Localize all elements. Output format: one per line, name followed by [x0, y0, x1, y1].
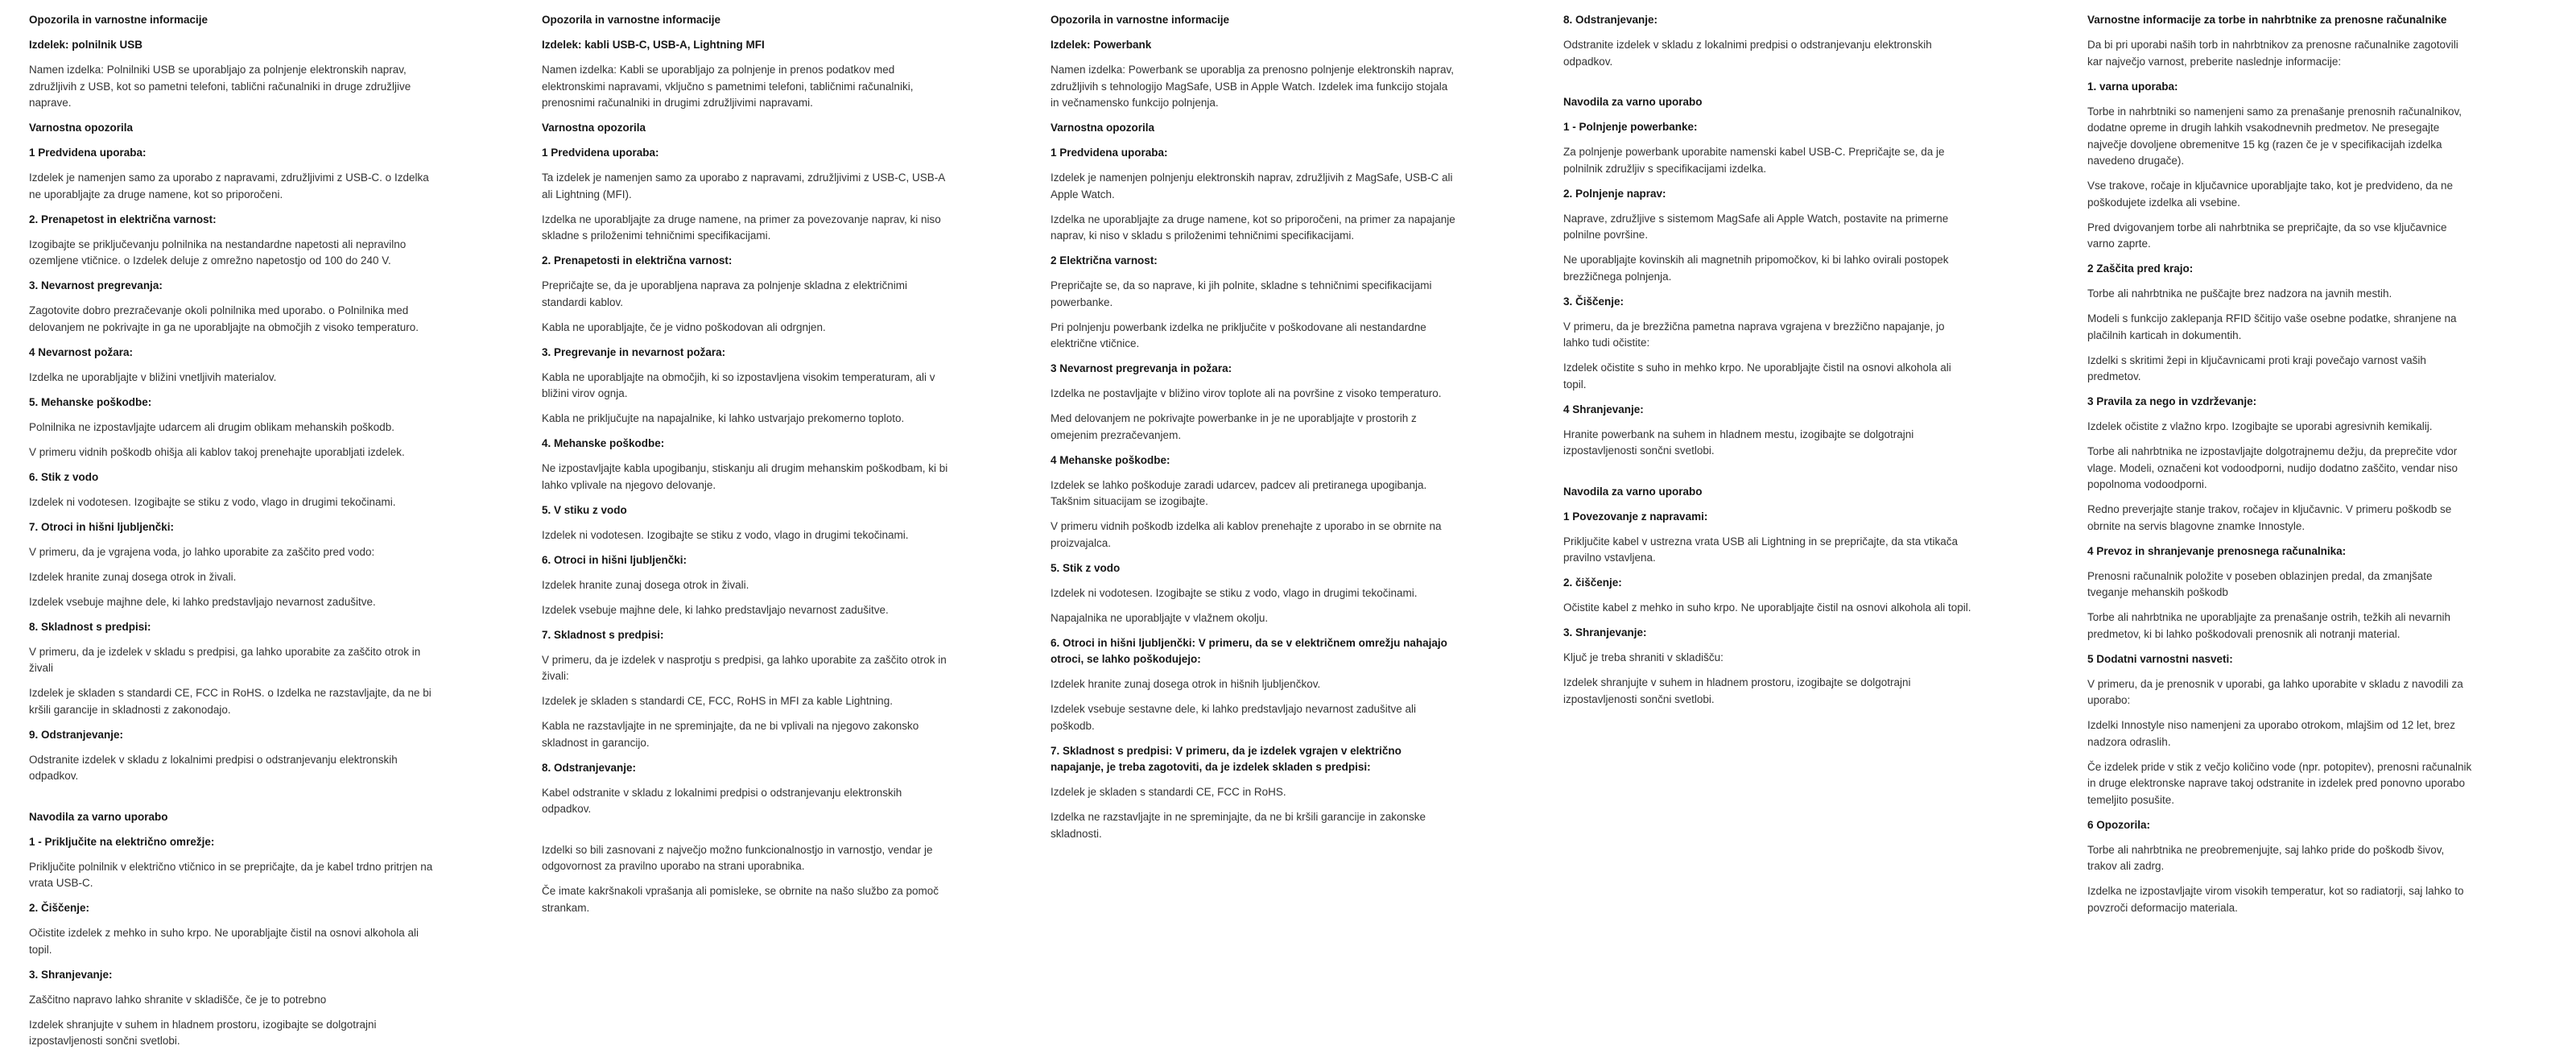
- section-heading: Varnostna opozorila: [29, 122, 134, 134]
- paragraph: Namen izdelka: Polnilniki USB se uporabljajo za polnjenje elektronskih naprav, združljivih z USB, kot so pametni telefoni, tablični računalniki in druge združljive naprave.: [29, 64, 411, 109]
- paragraph: Izdelek ni vodotesen. Izogibajte se stiku z vodo, vlago in drugimi tekočinami.: [29, 495, 396, 508]
- section-heading: 1 Povezovanje z napravami:: [1563, 510, 1708, 523]
- section-heading: 6. Otroci in hišni ljubljenčki: V primeru, da se v električnem omrežju nahajajo otroci, se lahko poškodujejo:: [1051, 636, 1447, 665]
- paragraph: Torbe ali nahrbtnika ne preobremenjujte, saj lahko pride do poškodb šivov, trakov ali zadrg.: [2087, 843, 2445, 872]
- paragraph: Namen izdelka: Kabli se uporabljajo za polnjenje in prenos podatkov med elektronskimi napravami, vključno s pametnimi telefoni, tabličnimi računalniki, prenosnimi računalniki in drugimi združljivimi napravami.: [542, 64, 914, 109]
- paragraph: Prepričajte se, da je uporabljena naprava za polnjenje skladna z električnimi standardi kablov.: [542, 279, 908, 308]
- section-heading: 6. Otroci in hišni ljubljenčki:: [542, 553, 687, 566]
- paragraph: Priključite polnilnik v električno vtičnico in se prepričajte, da je kabel trdno pritrjen na vrata USB-C.: [29, 860, 433, 889]
- section-heading: 3. Nevarnost pregrevanja:: [29, 279, 163, 291]
- section-heading: Izdelek: kabli USB-C, USB-A, Lightning MFI: [542, 39, 765, 51]
- section-heading: 5. V stiku z vodo: [542, 503, 627, 516]
- section-heading: 3. Pregrevanje in nevarnost požara:: [542, 345, 726, 358]
- paragraph: Izdelek vsebuje majhne dele, ki lahko predstavljajo nevarnost zadušitve.: [542, 603, 889, 616]
- section-heading: 7. Skladnost s predpisi:: [542, 628, 664, 641]
- section-heading: 4 Mehanske poškodbe:: [1051, 453, 1170, 466]
- paragraph: Torbe ali nahrbtnika ne puščajte brez nadzora na javnih mestih.: [2087, 287, 2392, 300]
- paragraph: Izdelka ne uporabljajte za druge namene, na primer za povezovanje naprav, ki niso skladne s priloženimi tehničnimi specifikacijami.: [542, 213, 941, 242]
- section-heading: 3 Nevarnost pregrevanja in požara:: [1051, 362, 1232, 374]
- paragraph: Prenosni računalnik položite v poseben oblazinjen predal, da zmanjšate tveganje mehanskih poškodb: [2087, 569, 2433, 598]
- paragraph: Modeli s funkcijo zaklepanja RFID ščitijo vaše osebne podatke, shranjene na plačilnih karticah in dokumentih.: [2087, 312, 2457, 341]
- section-heading: 3. Shranjevanje:: [29, 968, 113, 981]
- section-heading: 9. Odstranjevanje:: [29, 728, 124, 741]
- paragraph: V primeru, da je izdelek v nasprotju s predpisi, ga lahko uporabite za zaščito otrok in živali:: [542, 653, 947, 682]
- paragraph: Izdelka ne izpostavljajte virom visokih temperatur, kot so radiatorji, saj lahko to povzroči deformacijo materiala.: [2087, 885, 2464, 914]
- section-heading: 4. Mehanske poškodbe:: [542, 437, 665, 449]
- paragraph: Ključ je treba shraniti v skladišču:: [1563, 651, 1724, 663]
- section-heading: 2. Polnjenje naprav:: [1563, 187, 1666, 200]
- section-heading: 1 - Polnjenje powerbanke:: [1563, 121, 1698, 133]
- column-powerbank-continued: [1563, 12, 1972, 717]
- paragraph: Če izdelek pride v stik z večjo količino vode (npr. potopitev), prenosni računalnik in druge elektronske naprave takoj odstranite in izdelek pred ponovno uporabo temeljito posušite.: [2087, 760, 2472, 806]
- paragraph: Izdelek očistite s suho in mehko krpo. Ne uporabljajte čistil na osnovi alkohola ali topil.: [1563, 362, 1951, 391]
- paragraph: Izdelek hranite zunaj dosega otrok in živali.: [29, 570, 237, 583]
- paragraph: Prepričajte se, da so naprave, ki jih polnite, skladne s tehničnimi specifikacijami powerbanke.: [1051, 279, 1432, 308]
- section-heading: 2. Prenapetost in električna varnost:: [29, 213, 217, 225]
- paragraph: Izdelki so bili zasnovani z največjo možno funkcionalnostjo in varnostjo, vendar je odgovornost za pravilno uporabo na strani uporabnika.: [542, 843, 933, 872]
- paragraph: Polnilnika ne izpostavljajte udarcem ali drugim oblikam mehanskih poškodb.: [29, 420, 394, 433]
- paragraph: Torbe ali nahrbtnika ne izpostavljajte dolgotrajnemu dežju, da preprečite vdor vlage. Modeli, označeni kot vodoodporni, nudijo dodatno zaščito, vendar niso popolnoma vodoodporni.: [2087, 445, 2458, 490]
- paragraph: Hranite powerbank na suhem in hladnem mestu, izogibajte se dolgotrajni izpostavljenosti sončni svetlobi.: [1563, 428, 1914, 457]
- paragraph: Izdelek ni vodotesen. Izogibajte se stiku z vodo, vlago in drugimi tekočinami.: [542, 528, 909, 541]
- paragraph: Priključite kabel v ustrezna vrata USB ali Lightning in se prepričajte, da sta vtikača pravilno vstavljena.: [1563, 535, 1958, 564]
- paragraph: Izdelka ne uporabljajte za druge namene, kot so priporočeni, na primer za napajanje naprav, ki niso v skladu s priloženimi tehničnimi specifikacijami.: [1051, 213, 1455, 242]
- section-heading: 1 - Priključite na električno omrežje:: [29, 835, 215, 848]
- section-heading: Izdelek: polnilnik USB: [29, 39, 143, 51]
- paragraph: Izdelek je namenjen polnjenju elektronskih naprav, združljivih z MagSafe, USB-C ali Apple Watch.: [1051, 172, 1453, 200]
- section-heading: 5. Mehanske poškodbe:: [29, 395, 152, 408]
- paragraph: Odstranite izdelek v skladu z lokalnimi predpisi o odstranjevanju elektronskih odpadkov.: [1563, 39, 1932, 68]
- column-cables: [542, 12, 948, 925]
- section-heading: Navodila za varno uporabo: [1563, 485, 1703, 498]
- column-powerbank: [1051, 12, 1457, 851]
- paragraph: Če imate kakršnakoli vprašanja ali pomisleke, se obrnite na našo službo za pomoč strankam.: [542, 885, 939, 914]
- paragraph: Med delovanjem ne pokrivajte powerbanke in je ne uporabljajte v prostorih z omejenim prezračevanjem.: [1051, 412, 1417, 441]
- paragraph: Izdelek očistite z vlažno krpo. Izogibajte se uporabi agresivnih kemikalij.: [2087, 420, 2433, 432]
- paragraph: Izdelek shranjujte v suhem in hladnem prostoru, izogibajte se dolgotrajni izpostavljenosti sončni svetlobi.: [29, 1018, 377, 1047]
- paragraph: Torbe in nahrbtniki so namenjeni samo za prenašanje prenosnih računalnikov, dodatne opreme in drugih lahkih vsakodnevnih predmetov. Ne presegajte največje dovoljene obremenitve 15 kg (razen če je v specifikacijah izdelka navedeno drugače).: [2087, 105, 2462, 167]
- paragraph: Ne izpostavljajte kabla upogibanju, stiskanju ali drugim mehanskim poškodbam, ki bi lahko vplivale na njegovo delovanje.: [542, 462, 948, 491]
- paragraph: V primeru, da je prenosnik v uporabi, ga lahko uporabite v skladu z navodili za uporabo:: [2087, 677, 2463, 706]
- section-heading: 3. Shranjevanje:: [1563, 626, 1647, 639]
- section-heading: Varnostne informacije za torbe in nahrbtnike za prenosne računalnike: [2087, 14, 2447, 26]
- paragraph: Da bi pri uporabi naših torb in nahrbtnikov za prenosne računalnike zagotovili kar največjo varnost, preberite naslednje informacije:: [2087, 39, 2458, 68]
- section-heading: 4 Shranjevanje:: [1563, 403, 1644, 415]
- paragraph: Izdelek shranjujte v suhem in hladnem prostoru, izogibajte se dolgotrajni izpostavljenosti sončni svetlobi.: [1563, 676, 1911, 705]
- section-heading: 3 Pravila za nego in vzdrževanje:: [2087, 395, 2257, 407]
- section-heading: 8. Odstranjevanje:: [542, 761, 637, 774]
- paragraph: Izdelki Innostyle niso namenjeni za uporabo otrokom, mlajšim od 12 let, brez nadzora odraslih.: [2087, 719, 2455, 748]
- section-heading: 1. varna uporaba:: [2087, 80, 2178, 93]
- paragraph: Izdelek hranite zunaj dosega otrok in živali.: [542, 578, 749, 591]
- section-heading: 5. Stik z vodo: [1051, 561, 1121, 574]
- paragraph: Kabla ne uporabljajte, če je vidno poškodovan ali odrgnjen.: [542, 320, 826, 333]
- paragraph: Zaščitno napravo lahko shranite v skladišče, če je to potrebno: [29, 993, 327, 1006]
- section-heading: Opozorila in varnostne informacije: [1051, 14, 1230, 26]
- section-heading: 4 Nevarnost požara:: [29, 345, 134, 358]
- paragraph: Kabla ne priključujte na napajalnike, ki lahko ustvarjajo prekomerno toploto.: [542, 412, 905, 424]
- section-heading: Izdelek: Powerbank: [1051, 39, 1152, 51]
- paragraph: Kabel odstranite v skladu z lokalnimi predpisi o odstranjevanju elektronskih odpadkov.: [542, 786, 902, 815]
- section-heading: 6 Opozorila:: [2087, 818, 2151, 831]
- paragraph: Torbe ali nahrbtnika ne uporabljajte za prenašanje ostrih, težkih ali nevarnih predmetov, ki bi lahko poškodovali prenosnik ali notranji material.: [2087, 611, 2451, 640]
- paragraph: Izdelek je skladen s standardi CE, FCC, RoHS in MFI za kable Lightning.: [542, 695, 893, 707]
- paragraph: Očistite izdelek z mehko in suho krpo. Ne uporabljajte čistil na osnovi alkohola ali topil.: [29, 927, 419, 956]
- section-heading: 2. Prenapetosti in električna varnost:: [542, 254, 733, 267]
- paragraph: Izdelek je namenjen samo za uporabo z napravami, združljivimi z USB-C. o Izdelka ne uporabljajte za druge namene, kot so priporočeni.: [29, 172, 429, 200]
- paragraph: Zagotovite dobro prezračevanje okoli polnilnika med uporabo. o Polnilnika med delovanjem ne pokrivajte in ga ne uporabljajte na območjih z visoko temperaturo.: [29, 304, 419, 333]
- section-heading: 2. čiščenje:: [1563, 577, 1622, 589]
- section-heading: Opozorila in varnostne informacije: [542, 14, 721, 26]
- section-heading: 7. Otroci in hišni ljubljenčki:: [29, 520, 175, 533]
- section-heading: 4 Prevoz in shranjevanje prenosnega računalnika:: [2087, 544, 2347, 557]
- section-heading: 2 Zaščita pred krajo:: [2087, 262, 2194, 275]
- paragraph: Vse trakove, ročaje in ključavnice uporabljajte tako, kot je predvideno, da ne poškodujete izdelka ali vsebine.: [2087, 180, 2454, 209]
- section-heading: 8. Odstranjevanje:: [1563, 14, 1658, 26]
- paragraph: Pred dvigovanjem torbe ali nahrbtnika se prepričajte, da so vse ključavnice varno zaprte.: [2087, 221, 2447, 250]
- paragraph: Izdelek je skladen s standardi CE, FCC in RoHS. o Izdelka ne razstavljajte, da ne bi kršili garancije in skladnosti z zakonodajo.: [29, 687, 431, 716]
- section-heading: 1 Predvidena uporaba:: [542, 147, 659, 159]
- section-heading: 8. Skladnost s predpisi:: [29, 620, 151, 633]
- paragraph: Izdelek je skladen s standardi CE, FCC in RoHS.: [1051, 786, 1286, 798]
- paragraph: Naprave, združljive s sistemom MagSafe ali Apple Watch, postavite na primerne polnilne površine.: [1563, 212, 1949, 241]
- paragraph: Ne uporabljajte kovinskih ali magnetnih pripomočkov, ki bi lahko ovirali postopek brezžičnega polnjenja.: [1563, 254, 1949, 283]
- paragraph: Izdelki s skritimi žepi in ključavnicami proti kraji povečajo varnost vaših predmetov.: [2087, 353, 2426, 382]
- paragraph: V primeru, da je vgrajena voda, jo lahko uporabite za zaščito pred vodo:: [29, 545, 375, 558]
- paragraph: V primeru, da je brezžična pametna naprava vgrajena v brezžično napajanje, jo lahko tudi očistite:: [1563, 320, 1945, 349]
- paragraph: Napajalnika ne uporabljajte v vlažnem okolju.: [1051, 611, 1269, 624]
- paragraph: Izdelka ne razstavljajte in ne spreminjajte, da ne bi kršili garancije in zakonske skladnosti.: [1051, 811, 1426, 840]
- paragraph: Izdelek hranite zunaj dosega otrok in hišnih ljubljenčkov.: [1051, 678, 1321, 690]
- paragraph: Izdelek vsebuje majhne dele, ki lahko predstavljajo nevarnost zadušitve.: [29, 595, 376, 608]
- section-heading: Navodila za varno uporabo: [29, 810, 168, 823]
- section-heading: 5 Dodatni varnostni nasveti:: [2087, 652, 2233, 665]
- section-heading: 2 Električna varnost:: [1051, 254, 1158, 267]
- paragraph: V primeru vidnih poškodb ohišja ali kablov takoj prenehajte uporabljati izdelek.: [29, 445, 405, 458]
- paragraph: Izogibajte se priključevanju polnilnika na nestandardne napetosti ali nepravilno ozemljene vtičnice. o Izdelek deluje z omrežno napetostjo od 100 do 240 V.: [29, 238, 407, 267]
- section-heading: 2. Čiščenje:: [29, 902, 90, 914]
- paragraph: Izdelka ne postavljajte v bližino virov toplote ali na površine z visoko temperaturo.: [1051, 387, 1442, 399]
- paragraph: V primeru vidnih poškodb izdelka ali kablov prenehajte z uporabo in se obrnite na proizvajalca.: [1051, 520, 1442, 549]
- section-heading: Opozorila in varnostne informacije: [29, 14, 208, 26]
- section-heading: 7. Skladnost s predpisi: V primeru, da je izdelek vgrajen v električno napajanje, je treba zagotoviti, da je izdelek skladen s predpisi:: [1051, 744, 1402, 773]
- column-laptop-bags: [2087, 12, 2475, 925]
- paragraph: Izdelek se lahko poškoduje zaradi udarcev, padcev ali pretiranega upogibanja. Takšnim situacijam se izogibajte.: [1051, 478, 1427, 507]
- section-heading: Varnostna opozorila: [1051, 122, 1155, 134]
- column-usb-charger: [29, 12, 436, 1058]
- section-heading: 3. Čiščenje:: [1563, 295, 1624, 308]
- paragraph: Izdelek vsebuje sestavne dele, ki lahko predstavljajo nevarnost zadušitve ali poškodb.: [1051, 703, 1417, 732]
- paragraph: Za polnjenje powerbank uporabite namenski kabel USB-C. Prepričajte se, da je polnilnik združljiv s specifikacijami izdelka.: [1563, 146, 1945, 175]
- section-heading: Varnostna opozorila: [542, 122, 646, 134]
- section-heading: 1 Predvidena uporaba:: [1051, 147, 1168, 159]
- paragraph: Kabla ne uporabljajte na območjih, ki so izpostavljena visokim temperaturam, ali v bližini virov ognja.: [542, 370, 935, 399]
- paragraph: Izdelek ni vodotesen. Izogibajte se stiku z vodo, vlago in drugimi tekočinami.: [1051, 586, 1418, 599]
- section-heading: Navodila za varno uporabo: [1563, 96, 1703, 108]
- paragraph: Redno preverjajte stanje trakov, ročajev in ključavnic. V primeru poškodb se obrnite na servis blagovne znamke Innostyle.: [2087, 503, 2452, 532]
- paragraph: Namen izdelka: Powerbank se uporablja za prenosno polnjenje elektronskih naprav, združljivih s tehnologijo MagSafe, USB in Apple Watch. Izdelek ima funkcijo stojala in večnamensko funkcijo polnjenja.: [1051, 64, 1455, 109]
- paragraph: Očistite kabel z mehko in suho krpo. Ne uporabljajte čistil na osnovi alkohola ali topil.: [1563, 601, 1971, 614]
- paragraph: Pri polnjenju powerbank izdelka ne priključite v poškodovane ali nestandardne električne vtičnice.: [1051, 320, 1426, 349]
- paragraph: Odstranite izdelek v skladu z lokalnimi predpisi o odstranjevanju elektronskih odpadkov.: [29, 753, 398, 782]
- paragraph: V primeru, da je izdelek v skladu s predpisi, ga lahko uporabite za zaščito otrok in živali: [29, 645, 421, 674]
- paragraph: Kabla ne razstavljajte in ne spreminjajte, da ne bi vplivali na njegovo zakonsko skladnost in garancijo.: [542, 720, 919, 749]
- section-heading: 6. Stik z vodo: [29, 470, 99, 483]
- paragraph: Ta izdelek je namenjen samo za uporabo z napravami, združljivimi z USB-C, USB-A ali Lightning (MFI).: [542, 172, 945, 200]
- paragraph: Izdelka ne uporabljajte v bližini vnetljivih materialov.: [29, 370, 277, 383]
- section-heading: 1 Predvidena uporaba:: [29, 147, 147, 159]
